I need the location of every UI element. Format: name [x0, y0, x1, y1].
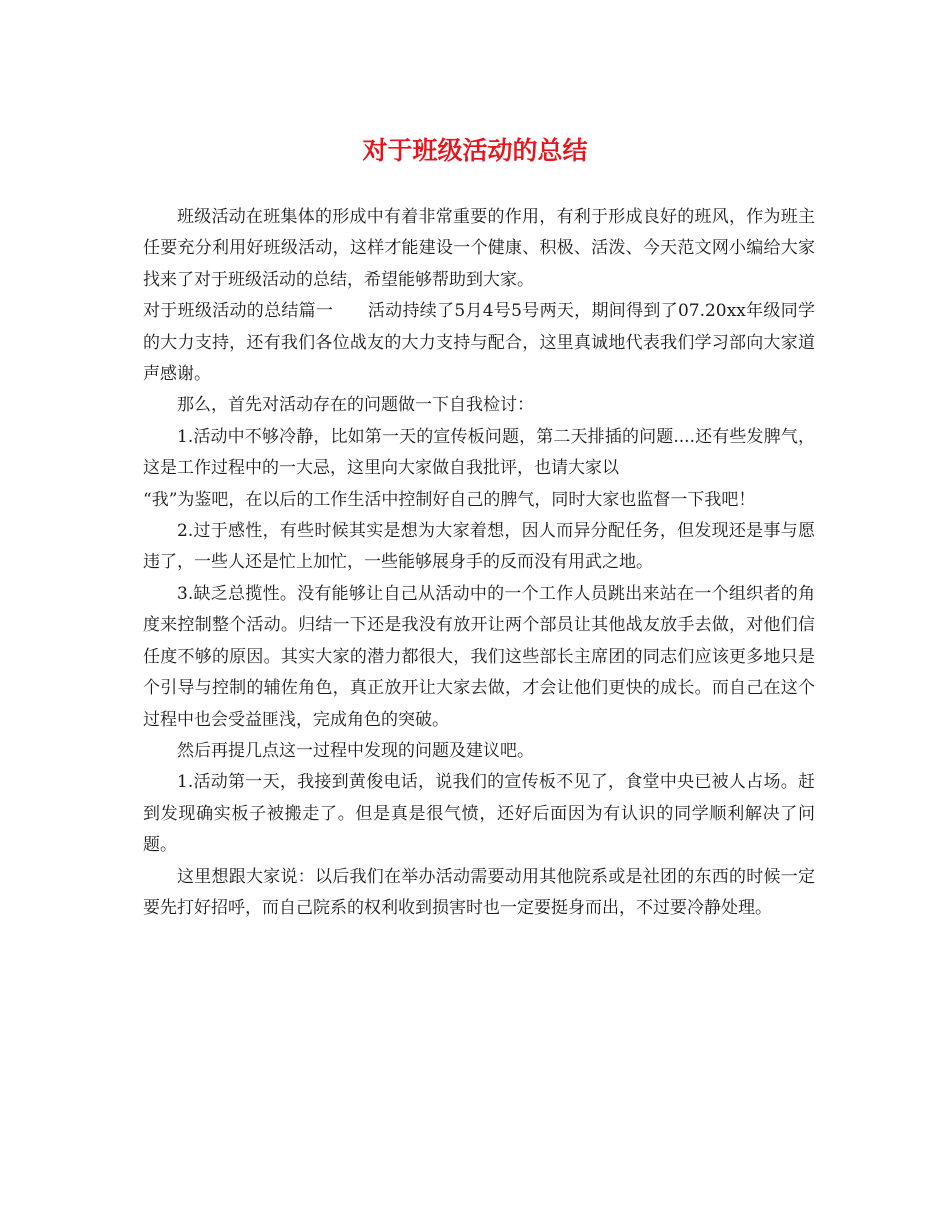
paragraph-issue-3: 3.缺乏总揽性。没有能够让自己从活动中的一个工作人员跳出来站在一个组织者的角度来控制整个活动。归结一下还是我没有放开让两个部员让其他战友放手去做，对他们信任度不够的原因。其实大家的潜力都很大，我们这些部长主席团的同志们应该更多地只是个引导与控制的辅佐角色，真正放开让大家去做，才会让他们更快的成长。而自己在这个过程中也会受益匪浅，完成角色的突破。 [143, 583, 815, 730]
paragraph-intro: 班级活动在班集体的形成中有着非常重要的作用，有利于形成良好的班风，作为班主任要充分利用好班级活动，这样才能建设一个健康、积极、活泼、今天范文网小编给大家找来了对于班级活动的总结，希望能够帮助到大家。 [143, 207, 815, 290]
paragraph-issue-1-cont: “我”为鉴吧，在以后的工作生活中控制好自己的脾气，同时大家也监督一下我吧！ [143, 489, 756, 510]
paragraph-closing: 这里想跟大家说：以后我们在举办活动需要动用其他院系或是社团的东西的时候一定要先打好招呼，而自己院系的权利收到损害时也一定要挺身而出，不过要冷静处理。 [143, 866, 815, 918]
paragraph-suggestions: 然后再提几点这一过程中发现的问题及建议吧。 [177, 740, 534, 761]
document-title: 对于班级活动的总结 [362, 136, 588, 165]
document-body [143, 202, 815, 924]
paragraph-self-review: 那么，首先对活动存在的问题做一下自我检讨： [177, 395, 534, 416]
paragraph-issue-2: 2.过于感性，有些时候其实是想为大家着想，因人而异分配任务，但发现还是事与愿违了，一些人还是忙上加忙，一些能够展身手的反而没有用武之地。 [143, 521, 815, 573]
paragraph-issue-1: 1.活动中不够冷静，比如第一天的宣传板问题，第二天排插的问题....还有些发脾气，这是工作过程中的一大忌，这里向大家做自我批评，也请大家以 [143, 426, 815, 479]
paragraph-suggestion-1: 1.活动第一天，我接到黄俊电话，说我们的宣传板不见了，食堂中央已被人占场。赶到发现确实板子被搬走了。但是真是很气愤，还好后面因为有认识的同学顺利解决了问题。 [143, 772, 815, 856]
paragraph-part-one: 对于班级活动的总结篇一 活动持续了5月4号5号两天，期间得到了07.20xx年级同学的大力支持，还有我们各位战友的大力支持与配合，这里真诚地代表我们学习部向大家道声感谢。 [143, 301, 815, 385]
